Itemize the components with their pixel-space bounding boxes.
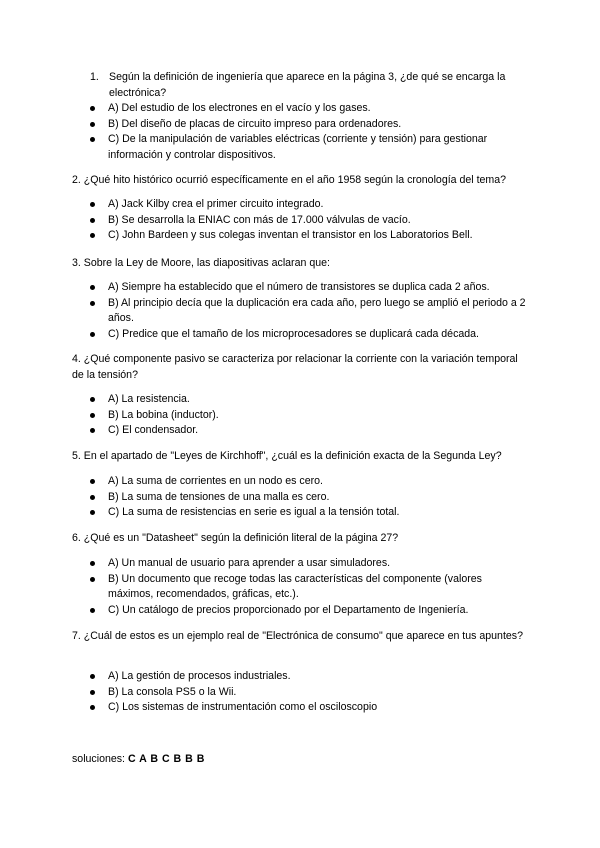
options-list-5: [88, 474, 528, 521]
option-c: C) De la manipulación de variables eléctricas (corriente y tensión) para gestionar información y controlar dispositivos.: [88, 132, 528, 163]
question-3: [72, 256, 532, 272]
question-4: [72, 352, 532, 383]
solutions-answers: C A B C B B B: [127, 753, 205, 765]
question-text: 7. ¿Cuál de estos es un ejemplo real de "Electrónica de consumo" que aparece en tus apuntes?: [72, 630, 523, 642]
option-a: A) Siempre ha establecido que el número de transistores se duplica cada 2 años.: [88, 280, 528, 296]
option-b: B) La consola PS5 o la Wii.: [88, 685, 528, 701]
option-b: B) Se desarrolla la ENIAC con más de 17.000 válvulas de vacío.: [88, 213, 528, 229]
options-list-6: [88, 556, 528, 618]
question-2: [72, 173, 532, 189]
option-c: C) El condensador.: [88, 423, 528, 439]
option-b: B) Del diseño de placas de circuito impreso para ordenadores.: [88, 117, 528, 133]
option-b: B) La suma de tensiones de una malla es cero.: [88, 490, 528, 506]
option-a: A) La resistencia.: [88, 392, 528, 408]
option-a: A) Del estudio de los electrones en el vacío y los gases.: [88, 101, 528, 117]
option-b: B) Un documento que recoge todas las características del componente (valores máximos, recomendados, gráficas, etc.).: [88, 572, 528, 603]
options-list-7: [88, 669, 528, 716]
option-c: C) La suma de resistencias en serie es igual a la tensión total.: [88, 505, 528, 521]
option-b: B) La bobina (inductor).: [88, 408, 528, 424]
option-a: A) La gestión de procesos industriales.: [88, 669, 528, 685]
question-text: 2. ¿Qué hito histórico ocurrió específicamente en el año 1958 según la cronología del tema?: [72, 174, 507, 186]
question-number: 1.: [90, 71, 99, 83]
question-1: [90, 70, 550, 101]
option-c: C) Predice que el tamaño de los microprocesadores se duplicará cada década.: [88, 327, 528, 343]
option-a: A) Un manual de usuario para aprender a usar simuladores.: [88, 556, 528, 572]
option-a: A) La suma de corrientes en un nodo es cero.: [88, 474, 528, 490]
options-list-4: [88, 392, 528, 439]
question-7: [72, 629, 532, 645]
option-a: A) Jack Kilby crea el primer circuito integrado.: [88, 197, 528, 213]
question-6: [72, 531, 532, 547]
solutions-line: [72, 753, 205, 765]
options-list-1: [88, 101, 528, 163]
option-b: B) Al principio decía que la duplicación era cada año, pero luego se amplió el periodo a 2 años.: [88, 296, 528, 327]
option-c: C) John Bardeen y sus colegas inventan el transistor en los Laboratorios Bell.: [88, 228, 528, 244]
options-list-3: [88, 280, 528, 342]
question-text: Según la definición de ingeniería que aparece en la página 3, ¿de qué se encarga la electrónica?: [109, 71, 506, 99]
option-c: C) Los sistemas de instrumentación como el osciloscopio: [88, 700, 528, 716]
question-text: 3. Sobre la Ley de Moore, las diapositivas aclaran que:: [72, 257, 330, 269]
question-text: 5. En el apartado de "Leyes de Kirchhoff", ¿cuál es la definición exacta de la Segunda Ley?: [72, 450, 502, 462]
solutions-label: soluciones:: [72, 753, 128, 765]
option-c: C) Un catálogo de precios proporcionado por el Departamento de Ingeniería.: [88, 603, 528, 619]
question-5: [72, 449, 532, 465]
question-text: 6. ¿Qué es un "Datasheet" según la definición literal de la página 27?: [72, 532, 399, 544]
question-text: 4. ¿Qué componente pasivo se caracteriza por relacionar la corriente con la variación temporal de la tensión?: [72, 353, 518, 381]
options-list-2: [88, 197, 528, 244]
